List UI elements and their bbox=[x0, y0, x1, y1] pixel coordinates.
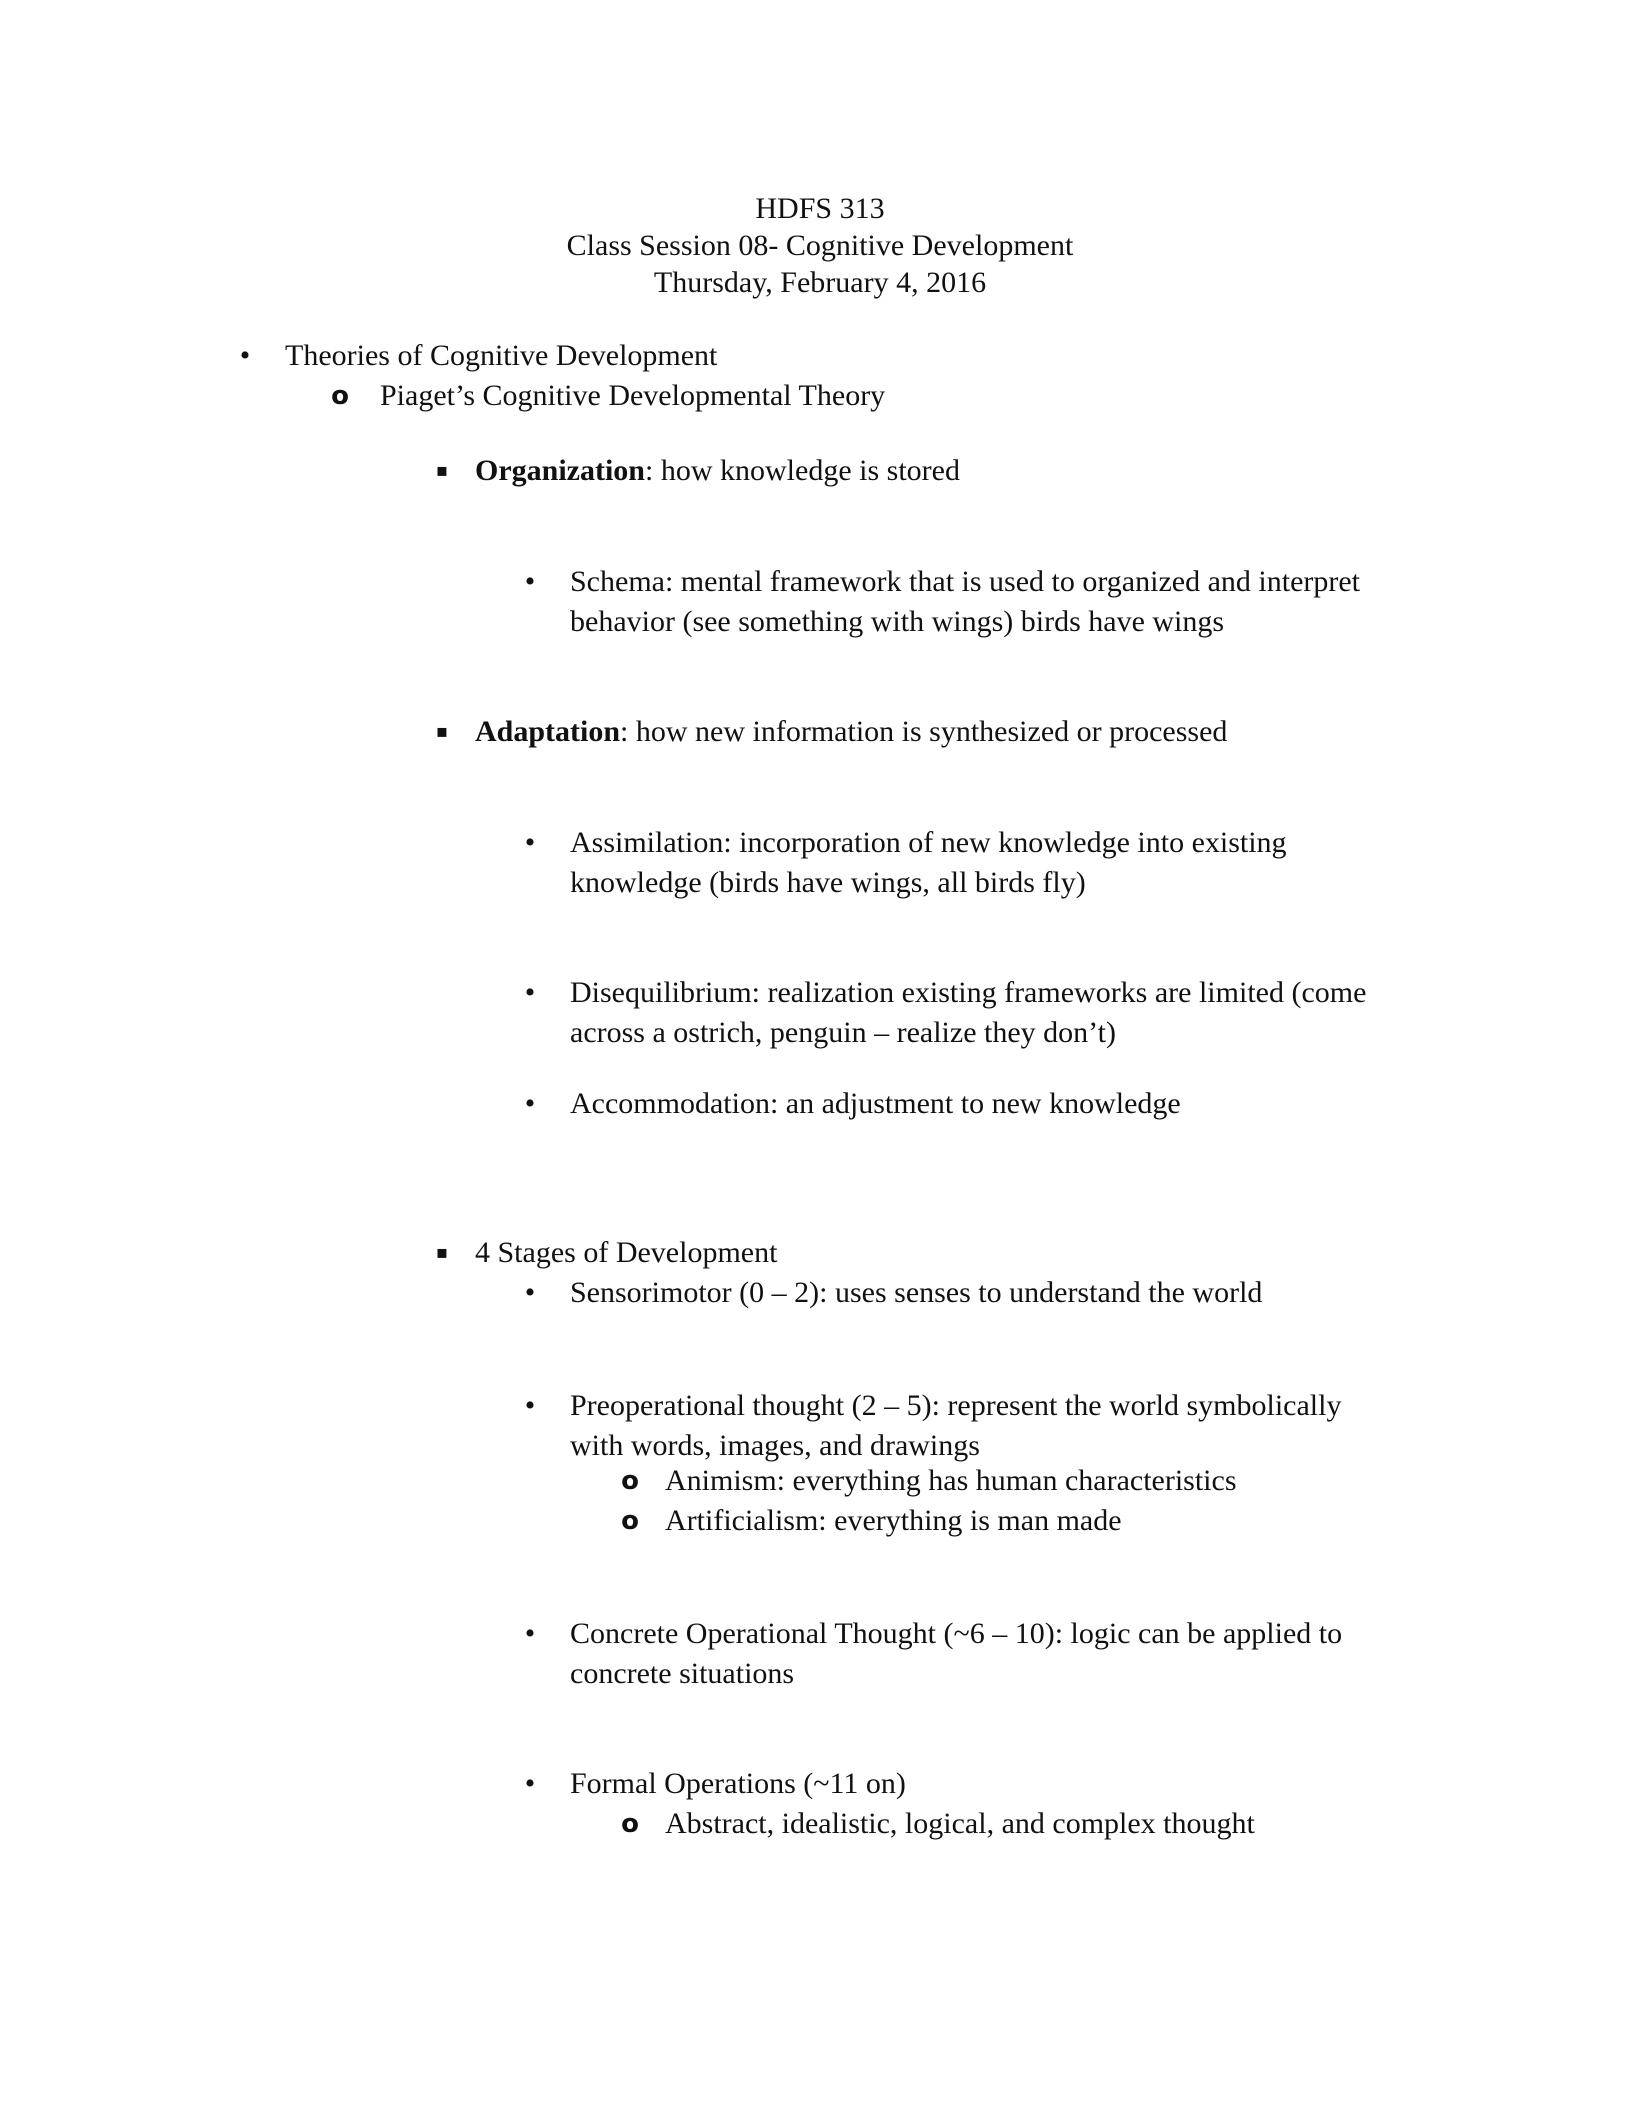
item-text: 4 Stages of Development bbox=[475, 1236, 778, 1269]
item-line: knowledge (birds have wings, all birds fly) bbox=[570, 866, 1086, 899]
item-line: Assimilation: incorporation of new knowledge into existing bbox=[570, 826, 1287, 859]
list-item-formal bbox=[524, 1764, 1640, 1804]
square-bullet-icon: ▪ bbox=[435, 721, 449, 742]
list-item-piaget bbox=[331, 376, 1480, 416]
list-item-preoperational bbox=[524, 1386, 1640, 1466]
item-text: Piaget’s Cognitive Developmental Theory bbox=[380, 379, 886, 412]
item-text: Formal Operations (~11 on) bbox=[570, 1767, 906, 1800]
item-line: across a ostrich, penguin – realize they don’t) bbox=[570, 1016, 1116, 1049]
item-text: Accommodation: an adjustment to new knowledge bbox=[570, 1087, 1181, 1120]
list-item-organization bbox=[435, 451, 1575, 491]
item-text bbox=[475, 451, 1575, 491]
term-organization: Organization bbox=[475, 454, 645, 487]
circle-bullet-icon: o bbox=[621, 1466, 639, 1496]
item-text: Theories of Cognitive Development bbox=[285, 339, 718, 372]
list-item-theories bbox=[239, 336, 1385, 376]
disc-bullet-icon: • bbox=[524, 826, 536, 859]
disc-bullet-icon: • bbox=[524, 1617, 536, 1650]
item-line: Schema: mental framework that is used to organized and interpret bbox=[570, 565, 1361, 598]
term-adaptation: Adaptation bbox=[475, 715, 621, 748]
item-line: Concrete Operational Thought (~6 – 10): logic can be applied to bbox=[570, 1617, 1343, 1650]
disc-bullet-icon: • bbox=[524, 1767, 536, 1800]
term-definition: : how new information is synthesized or processed bbox=[620, 715, 1228, 748]
list-item-schema bbox=[524, 562, 1640, 642]
list-item-animism bbox=[621, 1461, 1640, 1501]
item-line: behavior (see something with wings) birds have wings bbox=[570, 605, 1225, 638]
circle-bullet-icon: o bbox=[621, 1506, 639, 1536]
session-date: Thursday, February 4, 2016 bbox=[653, 266, 987, 299]
item-line: Preoperational thought (2 – 5): represent the world symbolically bbox=[570, 1389, 1342, 1422]
list-item-disequilibrium bbox=[524, 973, 1640, 1053]
list-item-stages bbox=[435, 1233, 1575, 1273]
list-item-assimilation bbox=[524, 823, 1640, 903]
disc-bullet-icon: • bbox=[524, 565, 536, 598]
list-item-sensorimotor bbox=[524, 1273, 1640, 1313]
list-item-accommodation bbox=[524, 1084, 1640, 1124]
term-definition: : how knowledge is stored bbox=[645, 454, 960, 487]
document-header bbox=[0, 190, 1640, 301]
list-item-abstract bbox=[621, 1804, 1640, 1844]
item-text: Sensorimotor (0 – 2): uses senses to understand the world bbox=[570, 1276, 1263, 1309]
item-line: with words, images, and drawings bbox=[570, 1429, 980, 1462]
disc-bullet-icon: • bbox=[524, 1389, 536, 1422]
list-item-concrete bbox=[524, 1614, 1640, 1694]
square-bullet-icon: ▪ bbox=[435, 1242, 449, 1263]
session-title: Class Session 08- Cognitive Development bbox=[566, 229, 1074, 262]
item-text bbox=[475, 712, 1575, 752]
item-line: concrete situations bbox=[570, 1657, 795, 1690]
list-item-adaptation bbox=[435, 712, 1575, 752]
item-line: Disequilibrium: realization existing frameworks are limited (come bbox=[570, 976, 1367, 1009]
course-title: HDFS 313 bbox=[755, 192, 885, 225]
disc-bullet-icon: • bbox=[524, 976, 536, 1009]
item-text: Abstract, idealistic, logical, and complex thought bbox=[665, 1807, 1255, 1840]
disc-bullet-icon: • bbox=[524, 1276, 536, 1309]
item-text: Animism: everything has human characteristics bbox=[665, 1464, 1237, 1497]
circle-bullet-icon: o bbox=[331, 381, 349, 411]
list-item-artificialism bbox=[621, 1501, 1640, 1541]
item-text: Artificialism: everything is man made bbox=[665, 1504, 1122, 1537]
disc-bullet-icon: • bbox=[524, 1087, 536, 1120]
square-bullet-icon: ▪ bbox=[435, 460, 449, 481]
disc-bullet-icon: • bbox=[239, 339, 251, 372]
circle-bullet-icon: o bbox=[621, 1809, 639, 1839]
